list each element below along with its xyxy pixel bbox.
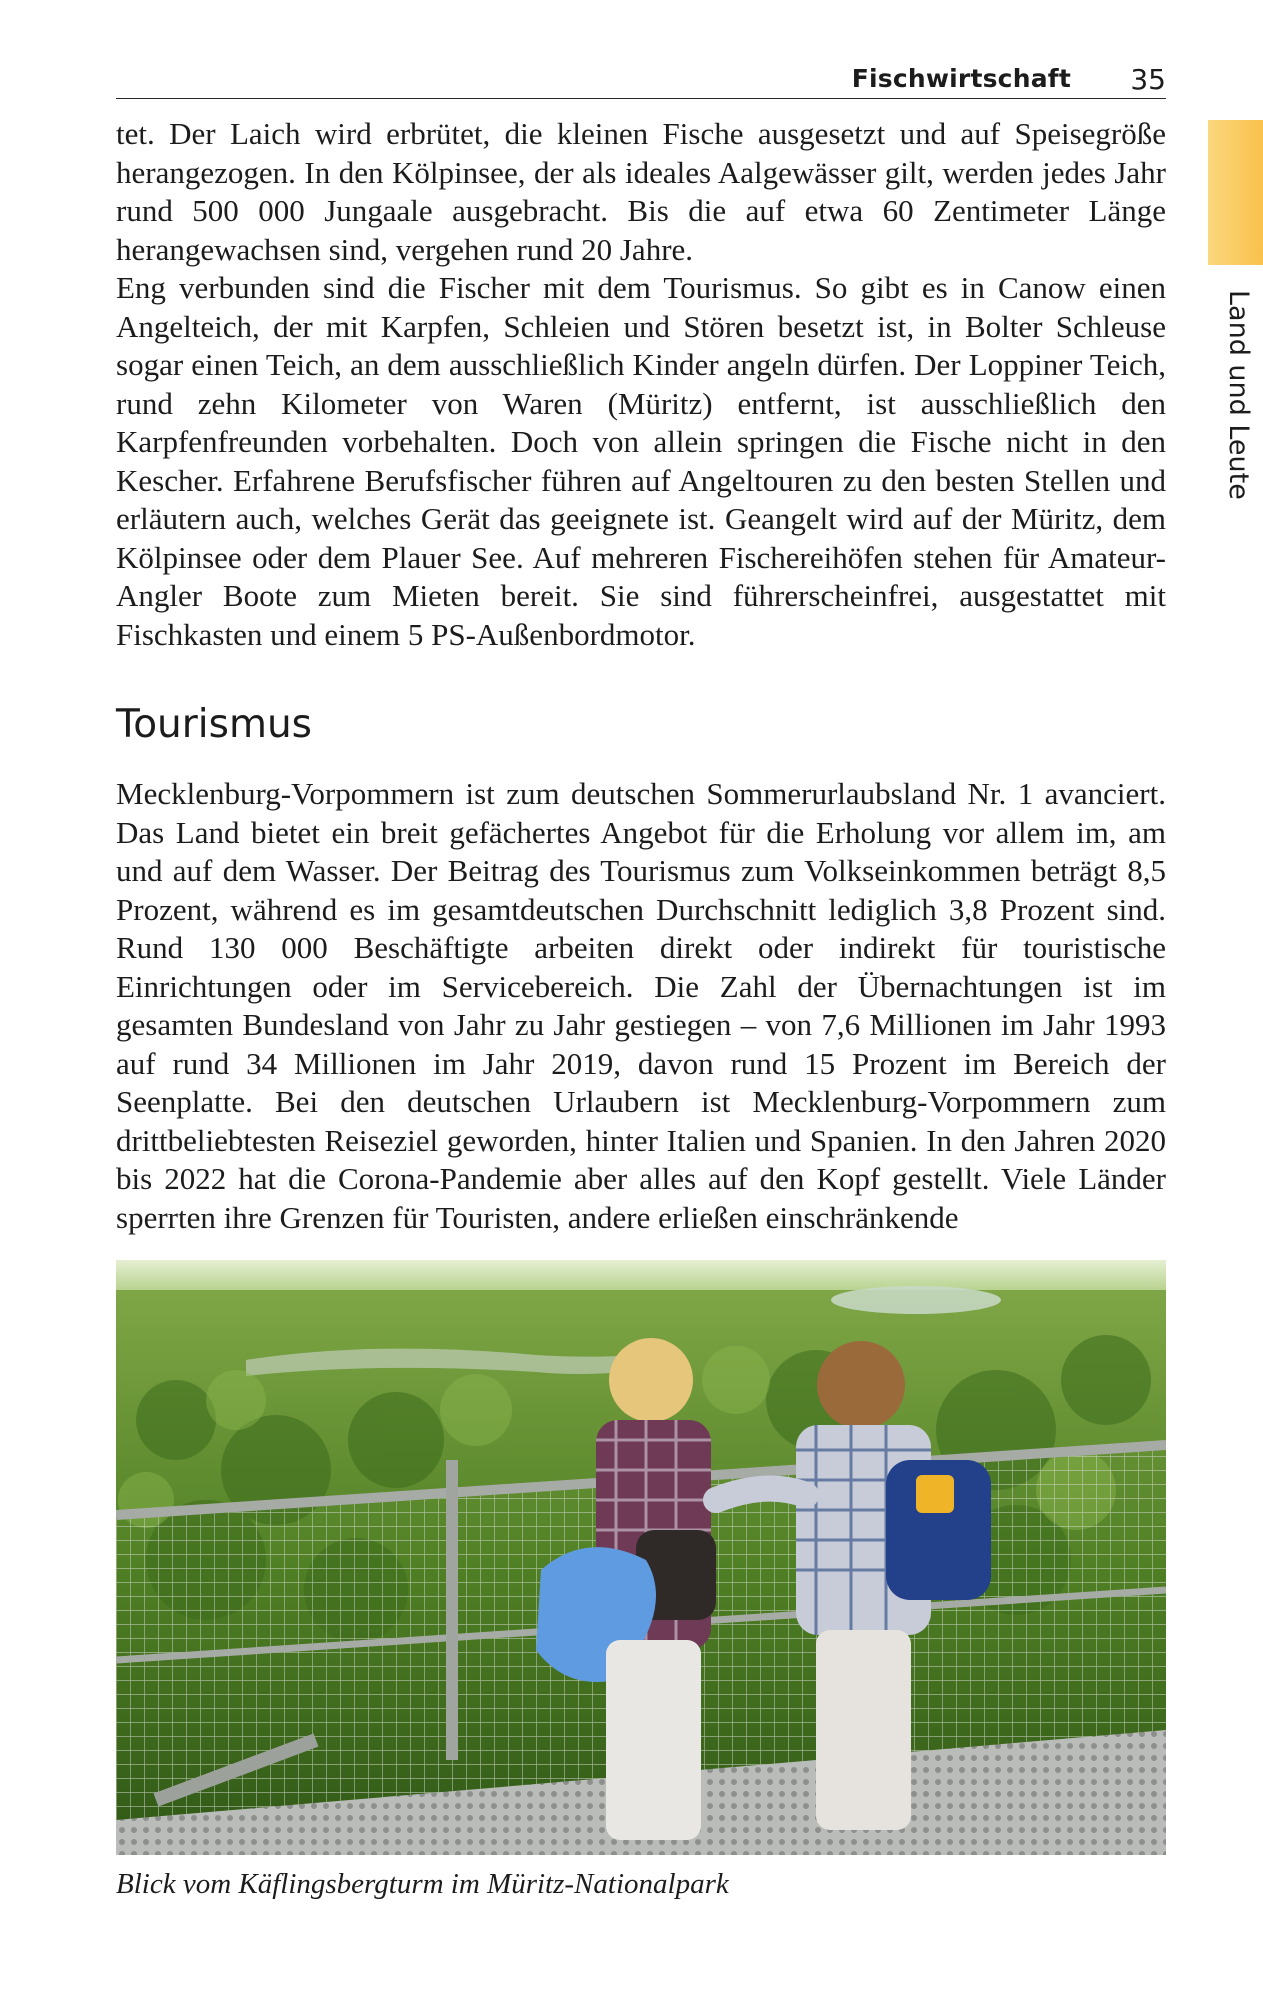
- page-number: 35: [1130, 63, 1166, 96]
- body-text-fischwirtschaft: [116, 115, 1166, 654]
- figure-caption: Blick vom Käflingsbergturm im Müritz-Nationalpark: [116, 1868, 729, 1900]
- paragraph: tet. Der Laich wird erbrütet, die kleinen Fische ausgesetzt und auf Speisegröße herangezogen. In den Kölpinsee, der als ideales Aalgewässer gilt, werden jedes Jahr rund 500 000 Jungaale ausgebracht. Bis die auf etwa 60 Zentimeter Länge herangewachsen sind, vergehen rund 20 Jahre.: [116, 116, 1166, 267]
- paragraph: Eng verbunden sind die Fischer mit dem Tourismus. So gibt es in Canow einen Angelteich, der mit Karpfen, Schleien und Stören besetzt ist, in Bolter Schleuse sogar einen Teich, an dem ausschließlich Kinder angeln dürfen. Der Loppiner Teich, rund zehn Kilometer von Waren (Müritz) entfernt, ist ausschließlich den Karpfenfreunden vorbehalten. Doch von allein springen die Fische nicht in den Kescher. Erfahrene Berufsfischer führen auf Angeltouren zu den besten Stellen und erläutern auch, welches Gerät das geeignete ist. Geangelt wird auf der Müritz, dem Kölpinsee oder dem Plauer See. Auf mehreren Fischereihöfen stehen für Amateur-Angler Boote zum Mieten bereit. Sie sind führerscheinfrei, ausgestattet mit Fischkasten und einem 5 PS-Außenbordmotor.: [116, 270, 1166, 652]
- photo-illustration: [116, 1260, 1166, 1855]
- section-title: Fischwirtschaft: [851, 64, 1071, 93]
- running-header: [116, 60, 1166, 99]
- paragraph: Mecklenburg-Vorpommern ist zum deutschen Sommerurlaubsland Nr. 1 avanciert. Das Land bietet ein breit gefächertes Angebot für die Erholung vor allem im, am und auf dem Wasser. Der Beitrag des Tourismus zum Volkseinkommen beträgt 8,5 Prozent, während es im gesamtdeutschen Durchschnitt lediglich 3,8 Prozent sind. Rund 130 000 Beschäftigte arbeiten direkt oder indirekt für touristische Einrichtungen oder im Servicebereich. Die Zahl der Übernachtungen ist im gesamten Bundesland von Jahr zu Jahr gestiegen – von 7,6 Millionen im Jahr 1993 auf rund 34 Millionen im Jahr 2019, davon rund 15 Prozent im Bereich der Seenplatte. Bei den deutschen Urlaubern ist Mecklenburg-Vorpommern zum drittbeliebtesten Reiseziel geworden, hinter Italien und Spanien. In den Jahren 2020 bis 2022 hat die Corona-Pandemie aber alles auf den Kopf gestellt. Viele Länder sperrten ihre Grenzen für Touristen, andere erließen einschränkende: [116, 776, 1166, 1235]
- body-text-tourismus: [116, 775, 1166, 1237]
- thumb-index-tab: [1208, 120, 1263, 265]
- photo-observation-tower: [116, 1260, 1166, 1855]
- chapter-side-label: Land und Leute: [1223, 290, 1254, 500]
- section-heading-tourismus: Tourismus: [116, 702, 312, 747]
